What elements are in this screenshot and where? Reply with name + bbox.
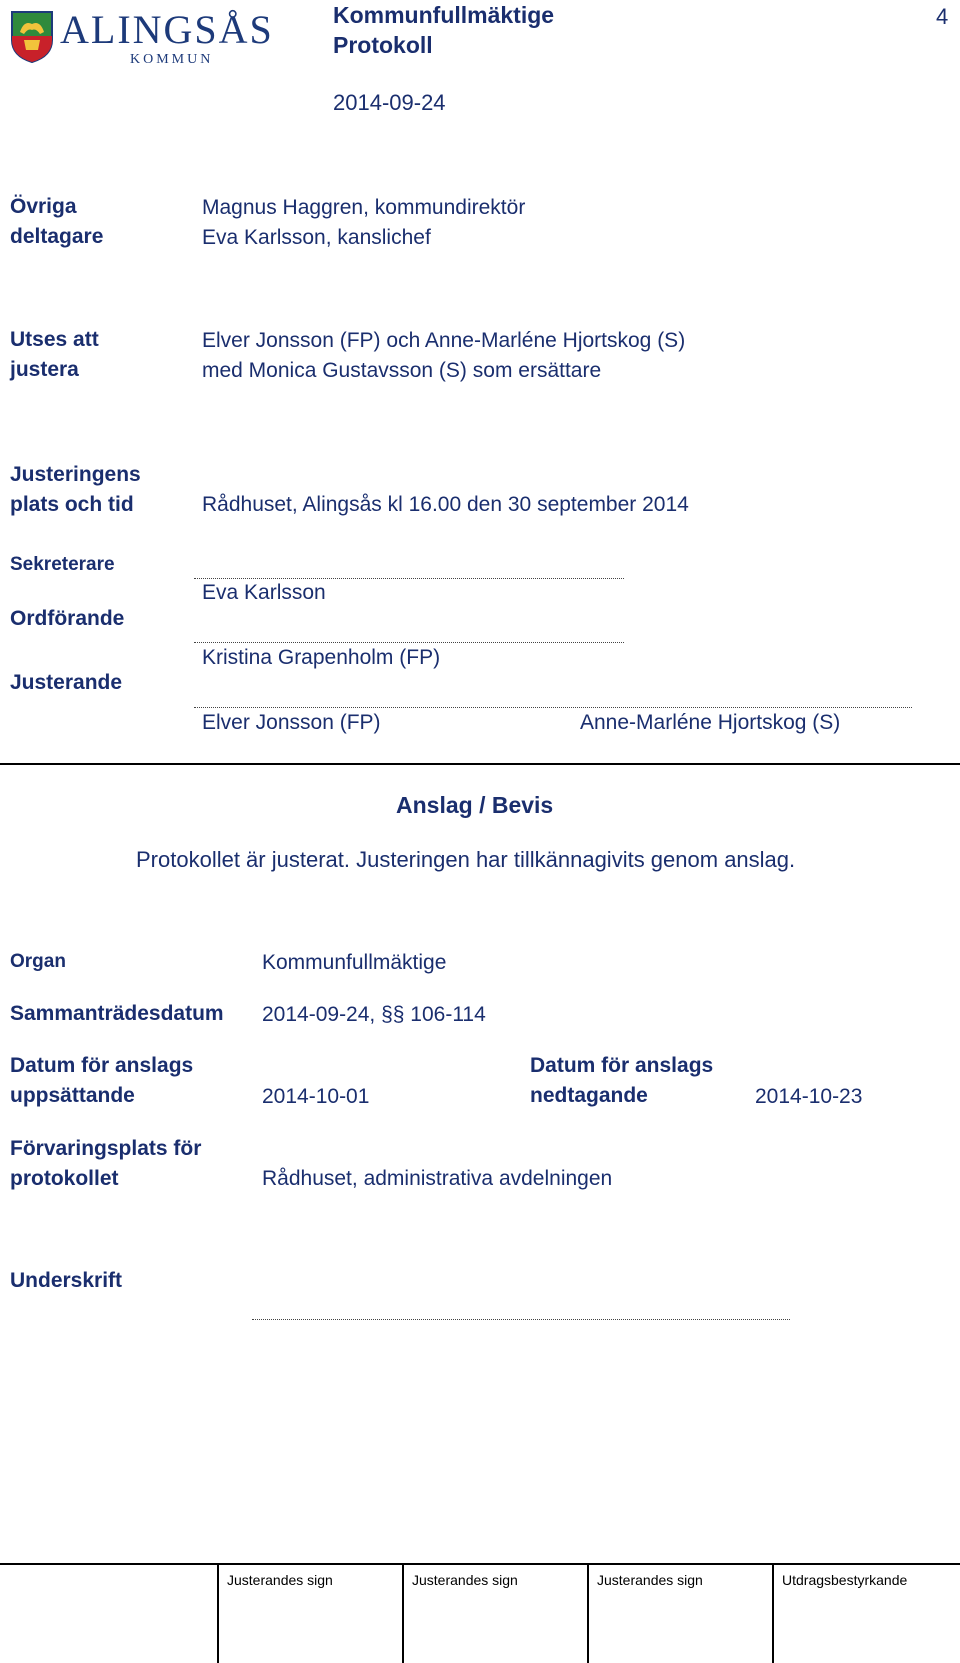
adjust-place-label (10, 460, 141, 520)
adjuster1-name: Elver Jonsson (FP) (202, 711, 381, 734)
participants-label (10, 192, 103, 252)
meeting-date-value: 2014-09-24, §§ 106-114 (262, 1003, 486, 1026)
adjust-place-label-line1: Justeringens (10, 463, 141, 486)
footer-certification: Utdragsbestyrkande (782, 1572, 908, 1588)
document-title: Kommunfullmäktige (333, 2, 555, 28)
logo-subtitle: KOMMUN (130, 52, 214, 67)
page-number: 4 (936, 4, 949, 29)
removal-label-line1: Datum för anslags (530, 1054, 714, 1077)
adjust-line-2: med Monica Gustavsson (S) som ersättare (202, 359, 602, 382)
removal-value: 2014-10-23 (755, 1085, 863, 1108)
section-divider (0, 763, 960, 765)
signature-line (252, 1319, 790, 1320)
chair-name: Kristina Grapenholm (FP) (202, 646, 441, 669)
footer-divider-4 (772, 1563, 774, 1663)
adjust-label-line2: justera (10, 358, 79, 381)
footer-sign-2: Justerandes sign (412, 1572, 518, 1588)
adjust-label (10, 325, 99, 385)
chair-label: Ordförande (10, 607, 125, 630)
storage-label-line2: protokollet (10, 1167, 119, 1190)
notice-heading: Anslag / Bevis (396, 792, 554, 818)
footer-divider-3 (587, 1563, 589, 1663)
document-date: 2014-09-24 (333, 90, 446, 115)
storage-label-line1: Förvaringsplats för (10, 1137, 202, 1160)
adjust-place-value: Rådhuset, Alingsås kl 16.00 den 30 september 2014 (202, 493, 689, 516)
storage-label (10, 1134, 201, 1194)
meeting-date-label: Sammanträdesdatum (10, 1002, 224, 1025)
adjust-place-label-line2: plats och tid (10, 493, 134, 516)
footer-divider-1 (217, 1563, 219, 1663)
adjust-line-1: Elver Jonsson (FP) och Anne-Marléne Hjortskog (S) (202, 329, 686, 352)
adjuster-label: Justerande (10, 671, 123, 694)
posting-value: 2014-10-01 (262, 1085, 370, 1108)
adjuster2-name: Anne-Marléne Hjortskog (S) (580, 711, 841, 734)
footer-divider-2 (402, 1563, 404, 1663)
posting-label-line1: Datum för anslags (10, 1054, 194, 1077)
removal-label-line2: nedtagande (530, 1084, 648, 1107)
adjust-label-line1: Utses att (10, 328, 99, 351)
footer-top-rule (0, 1563, 960, 1565)
participants-list (202, 193, 525, 253)
participants-label-line2: deltagare (10, 225, 104, 248)
participants-label-line1: Övriga (10, 195, 77, 218)
organ-label: Organ (10, 951, 66, 972)
removal-label (530, 1051, 713, 1111)
footer-sign-3: Justerandes sign (597, 1572, 703, 1588)
secretary-name: Eva Karlsson (202, 581, 326, 604)
participant-2: Eva Karlsson, kanslichef (202, 226, 431, 249)
posting-label (10, 1051, 193, 1111)
storage-value: Rådhuset, administrativa avdelningen (262, 1167, 613, 1190)
coat-of-arms-icon (10, 10, 54, 64)
participant-1: Magnus Haggren, kommundirektör (202, 196, 526, 219)
logo-name: ALINGSÅS (60, 7, 274, 52)
notice-text: Protokollet är justerat. Justeringen har tillkännagivits genom anslag. (136, 847, 796, 872)
signature-label: Underskrift (10, 1269, 123, 1292)
organ-value: Kommunfullmäktige (262, 951, 447, 974)
posting-label-line2: uppsättande (10, 1084, 135, 1107)
footer-sign-1: Justerandes sign (227, 1572, 333, 1588)
secretary-label: Sekreterare (10, 554, 115, 575)
adjust-text (202, 326, 685, 386)
document-subtitle: Protokoll (333, 32, 433, 58)
